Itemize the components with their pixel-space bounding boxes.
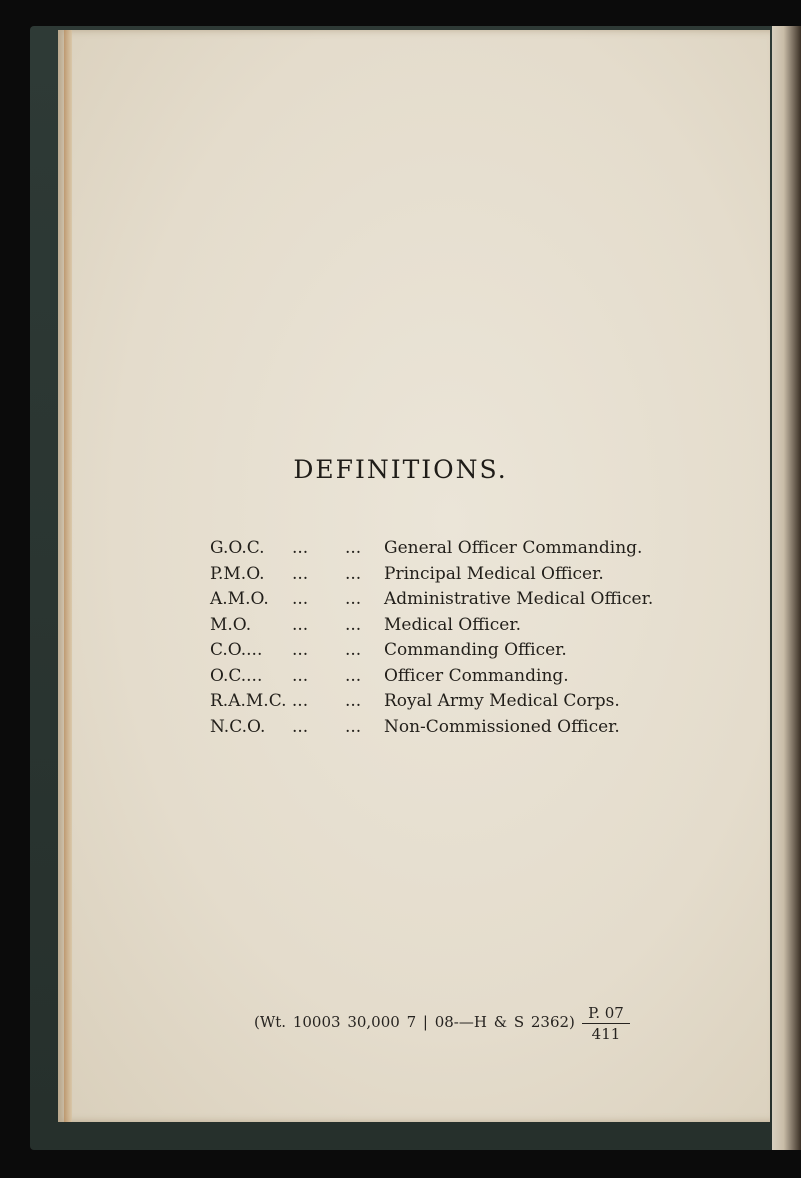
leader-dots: ... [292,563,309,584]
leader-dots: ... [345,665,362,686]
definition-row [210,640,670,666]
definition-row [210,666,670,692]
leader-dots: ... [292,614,309,635]
definition-text: General Officer Commanding. [384,538,643,558]
page-gutter [64,30,72,1122]
abbreviation: C.O.... [210,640,263,660]
definition-row [210,615,670,641]
definition-text: Officer Commanding. [384,665,569,686]
definition-row [210,538,670,564]
leader-dots: ... [292,640,309,660]
leader-dots: ... [292,665,309,686]
abbreviation: A.M.O. [210,589,269,609]
leader-dots: ... [345,691,362,711]
definition-text: Commanding Officer. [384,640,567,660]
leader-dots: ... [345,716,362,737]
abbreviation: O.C.... [210,665,263,686]
definition-row [210,717,670,743]
leader-dots: ... [345,614,362,635]
leader-dots: ... [345,589,362,609]
definition-text: Royal Army Medical Corps. [384,691,620,711]
abbreviation: R.A.M.C. ... [210,691,309,711]
definition-text: Principal Medical Officer. [384,563,604,584]
adjacent-page-edge [772,26,801,1150]
leader-dots: ... [292,589,309,609]
abbreviation: M.O. [210,614,252,635]
definition-row [210,691,670,717]
abbreviation: N.C.O. [210,716,266,737]
leader-dots: ... [292,716,309,737]
fraction-numerator: P. 07 [582,1004,630,1024]
definitions-list [210,538,670,742]
definition-text: Non-Commissioned Officer. [384,716,620,737]
leader-dots: ... [345,640,362,660]
abbreviation: G.O.C. [210,538,265,558]
page-heading: DEFINITIONS. [293,455,508,484]
print-code-fraction [582,1004,630,1043]
leader-dots: ... [345,538,362,558]
definition-row [210,564,670,590]
definition-text: Medical Officer. [384,614,521,635]
definition-row [210,589,670,615]
fraction-denominator: 411 [591,1025,621,1043]
definition-text: Administrative Medical Officer. [384,589,654,609]
printer-imprint: (Wt. 10003 30,000 7 | 08-—H & S 2362) [254,1013,575,1031]
abbreviation: P.M.O. [210,563,265,584]
leader-dots: ... [345,563,362,584]
leader-dots: ... [292,538,309,558]
